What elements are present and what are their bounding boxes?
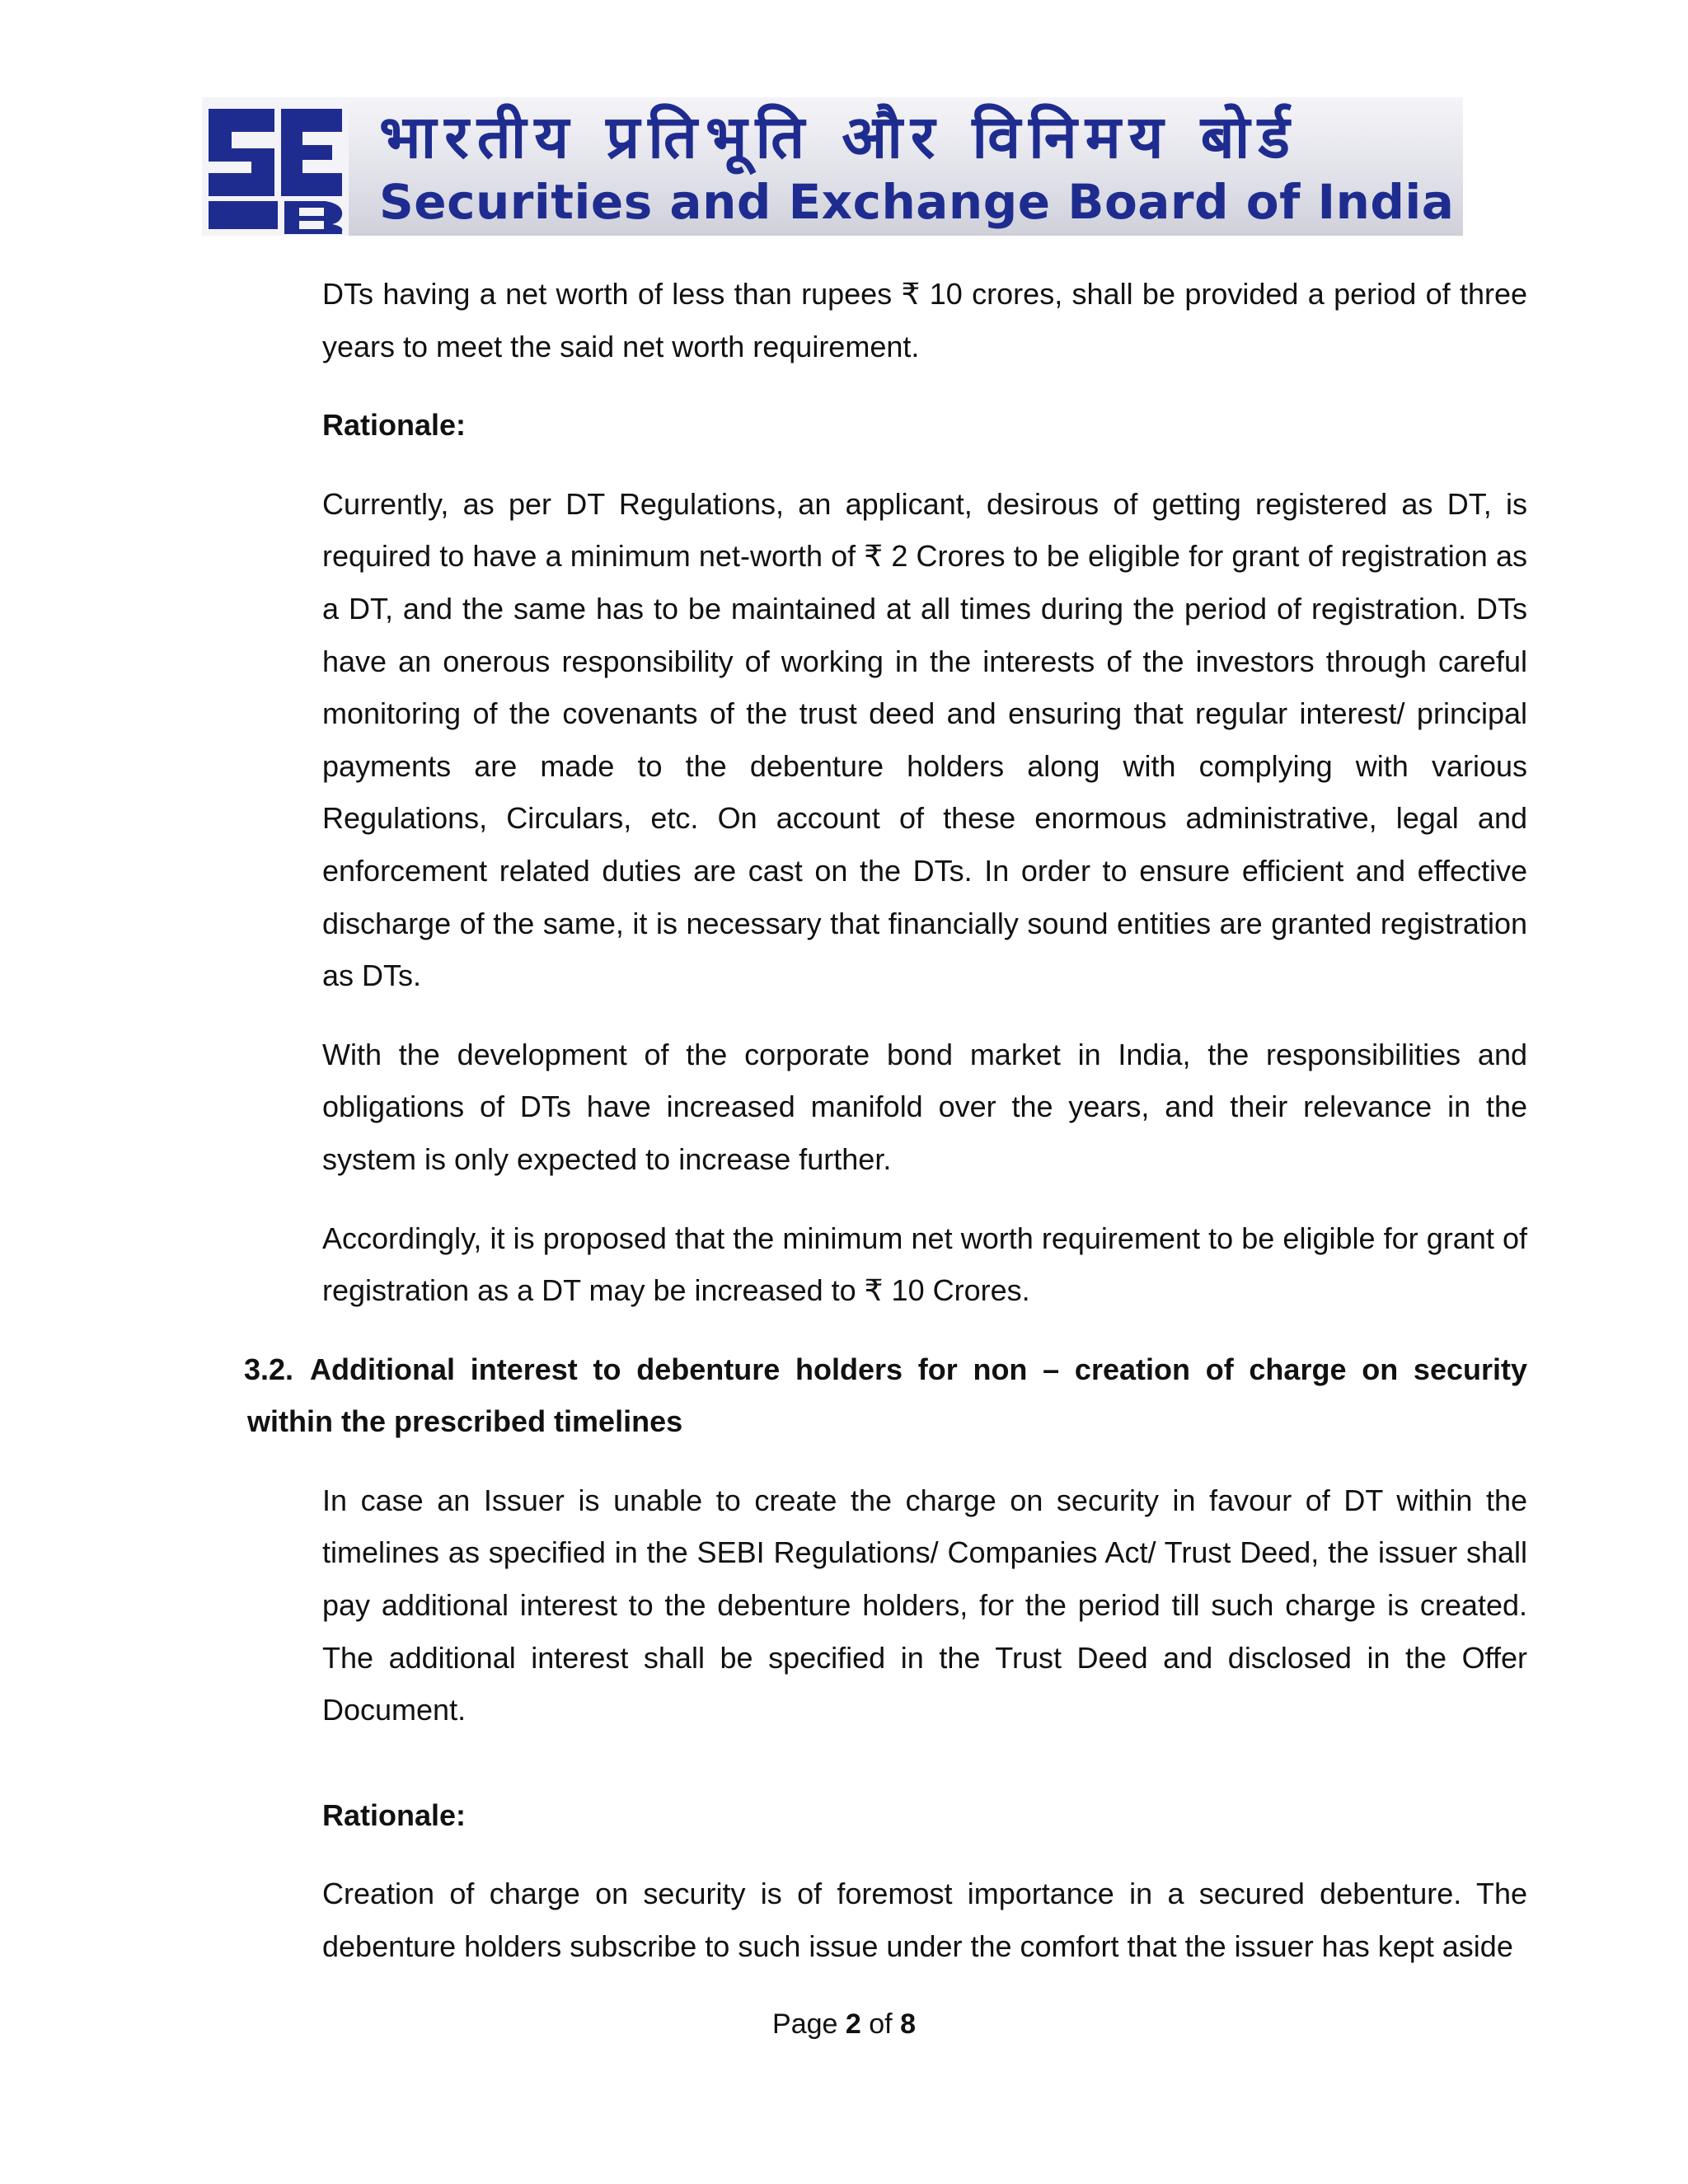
- paragraph-charge-creation: Creation of charge on security is of foremost importance in a secured debenture. The debenture holders subscribe to such issue under the comfort that the issuer has kept aside: [322, 1877, 1527, 1964]
- paragraph-proposal: Accordingly, it is proposed that the minimum net worth requirement to be eligible for grant of registration as a DT may be increased to ₹ 10 Crores.: [322, 1221, 1527, 1308]
- rationale-heading: Rationale:: [322, 408, 467, 443]
- of-label: of: [869, 2008, 893, 2040]
- document-body: [244, 268, 1527, 1973]
- paragraph-additional-interest: In case an Issuer is unable to create the charge on security in favour of DT within the timelines as specified in the SEBI Regulations/ Companies Act/ Trust Deed, the issuer shall pay additional interest to the debenture holders, for the period till such charge is created. The additional interest shall be specified in the Trust Deed and disclosed in the Offer Document.: [322, 1483, 1527, 1727]
- total-pages: 8: [900, 2008, 916, 2040]
- hindi-org-title: भारतीय प्रतिभूति और विनिमय बोर्ड: [379, 102, 1298, 171]
- current-page: 2: [845, 2008, 861, 2040]
- paragraph-bond-market: With the development of the corporate bond market in India, the responsibilities and obligations of DTs have increased manifold over the years, and their relevance in the system is only expected to increase further.: [322, 1037, 1527, 1176]
- page-label: Page: [772, 2008, 838, 2040]
- english-org-title: Securities and Exchange Board of India: [379, 174, 1455, 230]
- paragraph-current-regulations: Currently, as per DT Regulations, an applicant, desirous of getting registered as DT, is required to have a minimum net-worth of ₹ 2 Crores to be eligible for grant of registration as a DT, and the same has to be maintained at all times during the period of registration. DTs have an onerous responsibility of working in the interests of the investors through careful monitoring of the covenants of the trust deed and ensuring that regular interest/ principal payments are made to the debenture holders along with complying with various Regulations, Circulars, etc. On account of these enormous administrative, legal and enforcement related duties are cast on the DTs. In order to ensure efficient and effective discharge of the same, it is necessary that financially sound entities are granted registration as DTs.: [322, 486, 1527, 993]
- page-number: [0, 2008, 1688, 2041]
- sebi-header-banner: [202, 97, 1463, 236]
- section-number: 3.2.: [244, 1352, 294, 1386]
- paragraph-net-worth-period: DTs having a net worth of less than rupees ₹ 10 crores, shall be provided a period of three years to meet the said net worth requirement.: [322, 277, 1527, 363]
- section-heading: [244, 1343, 1527, 1448]
- rationale-heading: Rationale:: [322, 1797, 467, 1832]
- section-title: Additional interest to debenture holders for non – creation of charge on security within the prescribed timelines: [247, 1352, 1527, 1439]
- sebi-logo-icon: [202, 97, 349, 236]
